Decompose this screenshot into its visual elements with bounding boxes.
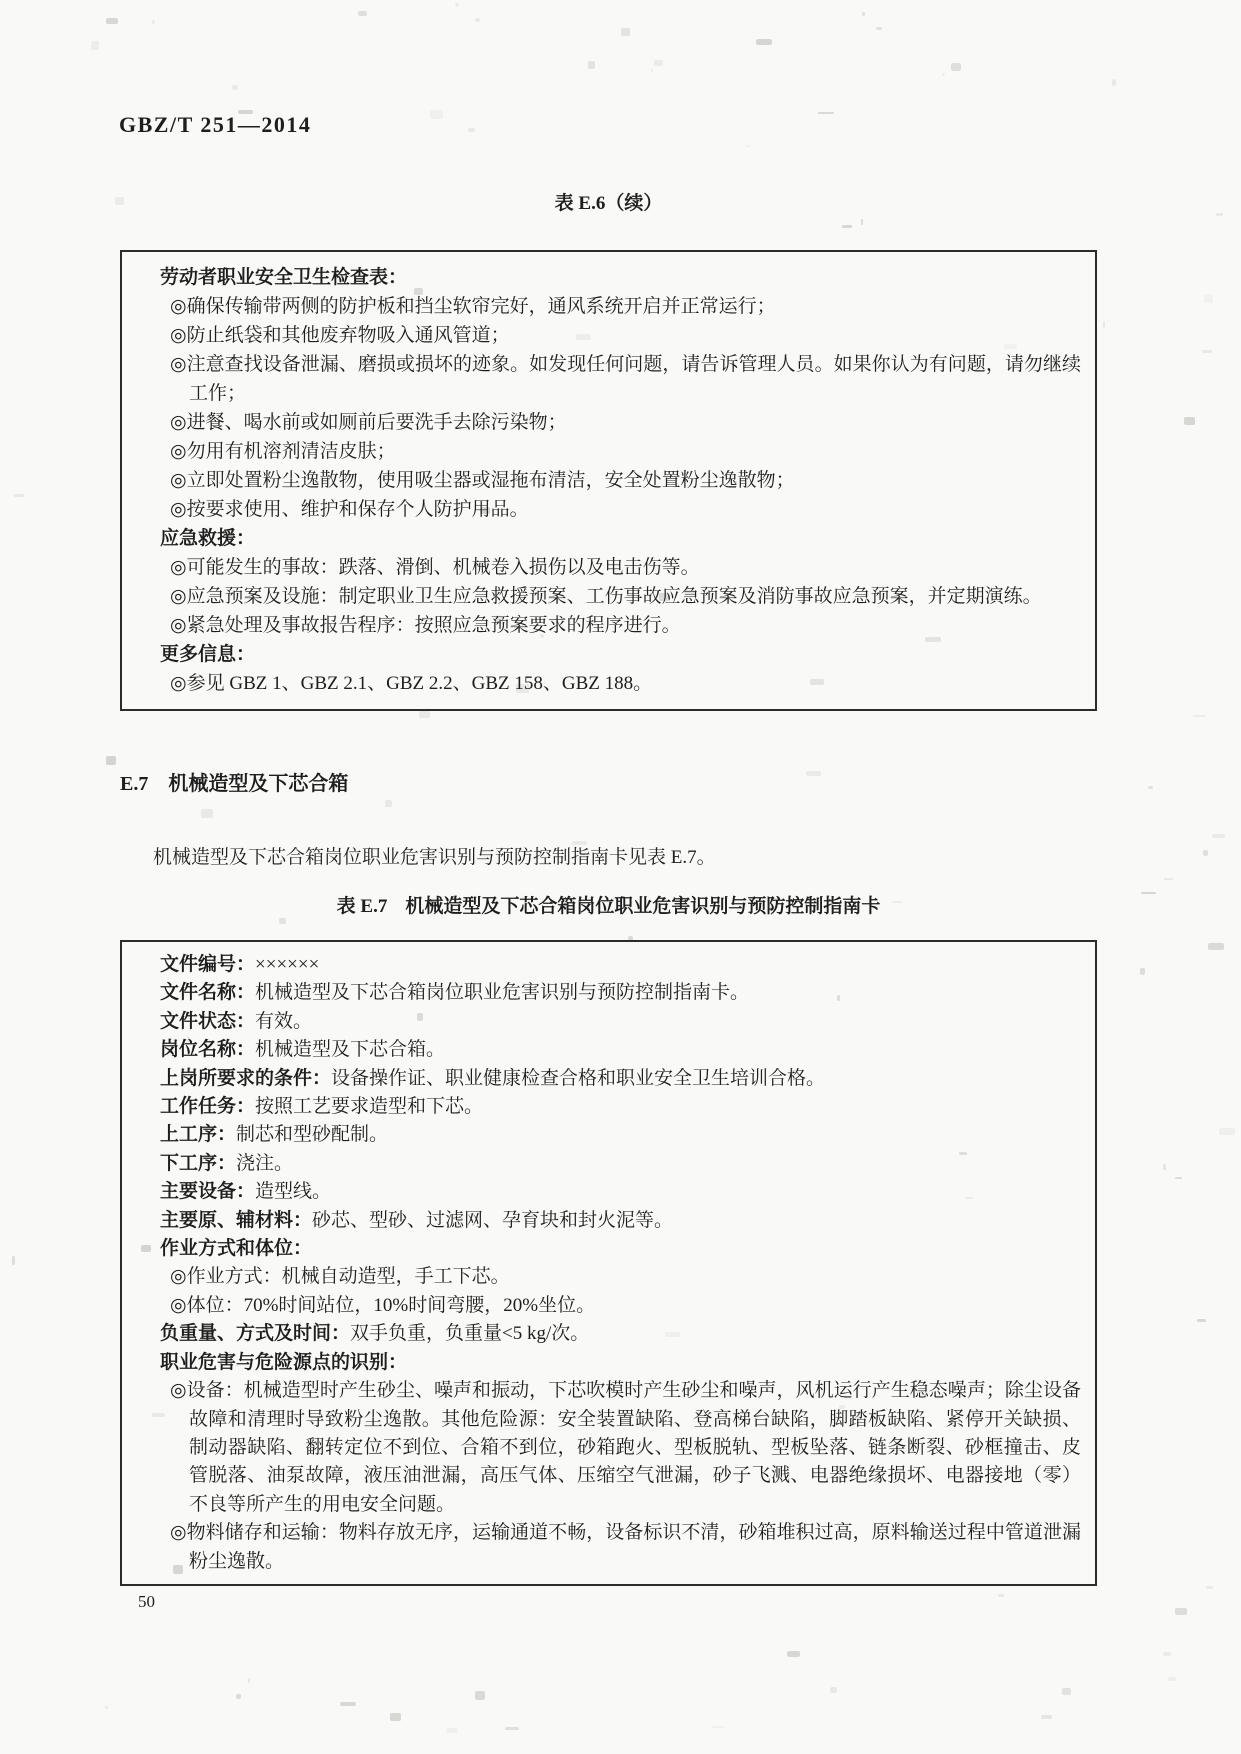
bullseye-bullet-icon: ◎	[170, 412, 187, 433]
standard-number: GBZ/T 251—2014	[119, 112, 312, 137]
field-row	[160, 1121, 1081, 1149]
bullseye-bullet-icon: ◎	[170, 1294, 187, 1316]
checklist-item-text: 按要求使用、维护和保存个人防护用品。	[186, 499, 529, 520]
field-label: 工作任务：	[160, 1096, 256, 1118]
table-e6-caption: 表 E.6（续）	[554, 193, 663, 214]
table-e6-box	[120, 250, 1097, 711]
field-row	[160, 951, 1081, 979]
table-e7-caption	[120, 891, 1097, 918]
checklist-item-text: 防止纸袋和其他废弃物吸入通风管道；	[186, 325, 510, 346]
running-header	[119, 112, 311, 138]
checklist-item	[170, 437, 1081, 466]
work-mode-item	[170, 1292, 1081, 1320]
field-row	[160, 1150, 1081, 1178]
field-label: 上岗所要求的条件：	[160, 1067, 332, 1089]
field-value: 有效。	[255, 1010, 313, 1032]
checklist-item	[170, 466, 1081, 495]
field-label: 岗位名称：	[160, 1039, 256, 1061]
field-row	[160, 1178, 1081, 1206]
checklist-item-text: 立即处置粉尘逸散物，使用吸尘器或湿拖布清洁，安全处置粉尘逸散物；	[186, 470, 795, 491]
bullseye-bullet-icon: ◎	[170, 470, 187, 491]
field-label: 上工序：	[160, 1124, 237, 1146]
checklist-item-text: 勿用有机溶剂清洁皮肤；	[186, 441, 396, 462]
field-value: 双手负重，负重量<5 kg/次。	[350, 1323, 590, 1345]
section-e7-heading	[120, 767, 348, 796]
emergency-item-text: 紧急处理及事故报告程序：按照应急预案要求的程序进行。	[186, 615, 681, 636]
bullseye-bullet-icon: ◎	[170, 499, 187, 520]
field-value: 机械造型及下芯合箱。	[255, 1039, 446, 1061]
emergency-rescue-heading: 应急救援：	[160, 528, 256, 549]
section-number: E.7	[120, 773, 149, 795]
hazard-item-text: 物料储存和运输：物料存放无序，运输通道不畅，设备标识不清，砂箱堆积过高，原料输送过程中管道泄漏粉尘逸散。	[186, 1522, 1081, 1572]
field-value: 砂芯、型砂、过滤网、孕育块和封火泥等。	[312, 1209, 674, 1231]
hazard-item-text: 设备：机械造型时产生砂尘、噪声和振动，下芯吹模时产生砂尘和噪声，风机运行产生稳态噪声；除尘设备故障和清理时导致粉尘逸散。其他危险源：安全装置缺陷、登高梯台缺陷，脚踏板缺陷、紧停开关缺损、制动器缺陷、翻转定位不到位、合箱不到位，砂箱跑火、型板脱轨、型板坠落、链条断裂、砂框撞击、皮管脱落、油泵故障，液压油泄漏，高压气体、压缩空气泄漏，砂子飞溅、电器绝缘损坏、电器接地（零）不良等所产生的用电安全问题。	[186, 1380, 1081, 1515]
bullseye-bullet-icon: ◎	[170, 1380, 187, 1402]
bullseye-bullet-icon: ◎	[170, 354, 187, 375]
field-value: 机械造型及下芯合箱岗位职业危害识别与预防控制指南卡。	[255, 982, 750, 1004]
page-number: 50	[138, 1592, 155, 1611]
section-e7-intro: 机械造型及下芯合箱岗位职业危害识别与预防控制指南卡见表 E.7。	[153, 847, 716, 868]
field-label: 主要原、辅材料：	[160, 1209, 313, 1231]
field-row	[160, 1036, 1081, 1064]
more-info-item-text: 参见 GBZ 1、GBZ 2.1、GBZ 2.2、GBZ 158、GBZ 188。	[186, 673, 653, 694]
emergency-item-text: 应急预案及设施：制定职业卫生应急救援预案、工伤事故应急预案及消防事故应急预案，并定期演练。	[186, 586, 1042, 607]
work-mode-item	[170, 1263, 1081, 1291]
checklist-heading: 劳动者职业安全卫生检查表：	[160, 267, 408, 288]
checklist-item	[170, 350, 1081, 408]
field-label: 负重量、方式及时间：	[160, 1323, 351, 1345]
work-mode-item-text: 体位：70%时间站位，10%时间弯腰，20%坐位。	[186, 1294, 596, 1316]
section-title: 机械造型及下芯合箱	[168, 773, 349, 795]
field-row	[160, 1093, 1081, 1121]
emergency-item	[170, 611, 1081, 640]
bullseye-bullet-icon: ◎	[170, 441, 187, 462]
bullseye-bullet-icon: ◎	[170, 1522, 187, 1544]
field-row	[160, 1320, 1081, 1348]
field-label: 文件编号：	[160, 954, 256, 975]
field-value: 按照工艺要求造型和下芯。	[255, 1096, 484, 1118]
bullseye-bullet-icon: ◎	[170, 557, 187, 578]
emergency-item-text: 可能发生的事故：跌落、滑倒、机械卷入损伤以及电击伤等。	[186, 557, 700, 578]
checklist-item	[170, 321, 1081, 350]
bullseye-bullet-icon: ◎	[170, 1266, 187, 1288]
field-row	[160, 979, 1081, 1007]
checklist-item	[170, 495, 1081, 524]
checklist-item-text: 注意查找设备泄漏、磨损或损坏的迹象。如发现任何问题，请告诉管理人员。如果你认为有问题，请勿继续工作；	[186, 354, 1081, 404]
table-e7-caption-label: 表 E.7	[336, 896, 388, 917]
field-row	[160, 1207, 1081, 1235]
work-mode-item-text: 作业方式：机械自动造型，手工下芯。	[186, 1266, 510, 1288]
hazard-item	[170, 1519, 1081, 1576]
field-row	[160, 1065, 1081, 1093]
table-e7-caption-title: 机械造型及下芯合箱岗位职业危害识别与预防控制指南卡	[405, 896, 881, 917]
emergency-item	[170, 582, 1081, 611]
field-value: 设备操作证、职业健康检查合格和职业安全卫生培训合格。	[331, 1067, 826, 1089]
bullseye-bullet-icon: ◎	[170, 325, 187, 346]
field-label: 下工序：	[160, 1152, 237, 1174]
field-value: 造型线。	[255, 1181, 332, 1203]
emergency-item	[170, 553, 1081, 582]
table-e7-box	[120, 940, 1097, 1586]
checklist-item	[170, 292, 1081, 321]
checklist-item	[170, 408, 1081, 437]
bullseye-bullet-icon: ◎	[170, 673, 187, 694]
bullseye-bullet-icon: ◎	[170, 296, 187, 317]
work-mode-heading: 作业方式和体位：	[160, 1238, 313, 1260]
field-label: 文件状态：	[160, 1010, 256, 1032]
field-row	[160, 1008, 1081, 1036]
more-info-heading: 更多信息：	[160, 644, 256, 665]
field-label: 文件名称：	[160, 982, 256, 1004]
field-value: 制芯和型砂配制。	[236, 1124, 389, 1146]
hazard-identification-heading: 职业危害与危险源点的识别：	[160, 1351, 408, 1373]
field-value: 浇注。	[236, 1152, 294, 1174]
bullseye-bullet-icon: ◎	[170, 615, 187, 636]
checklist-item-text: 进餐、喝水前或如厕前后要洗手去除污染物；	[186, 412, 567, 433]
field-value: ××××××	[255, 954, 320, 975]
hazard-item	[170, 1377, 1081, 1519]
field-label: 主要设备：	[160, 1181, 256, 1203]
bullseye-bullet-icon: ◎	[170, 586, 187, 607]
more-info-item	[170, 669, 1081, 698]
checklist-item-text: 确保传输带两侧的防护板和挡尘软帘完好，通风系统开启并正常运行；	[186, 296, 776, 317]
